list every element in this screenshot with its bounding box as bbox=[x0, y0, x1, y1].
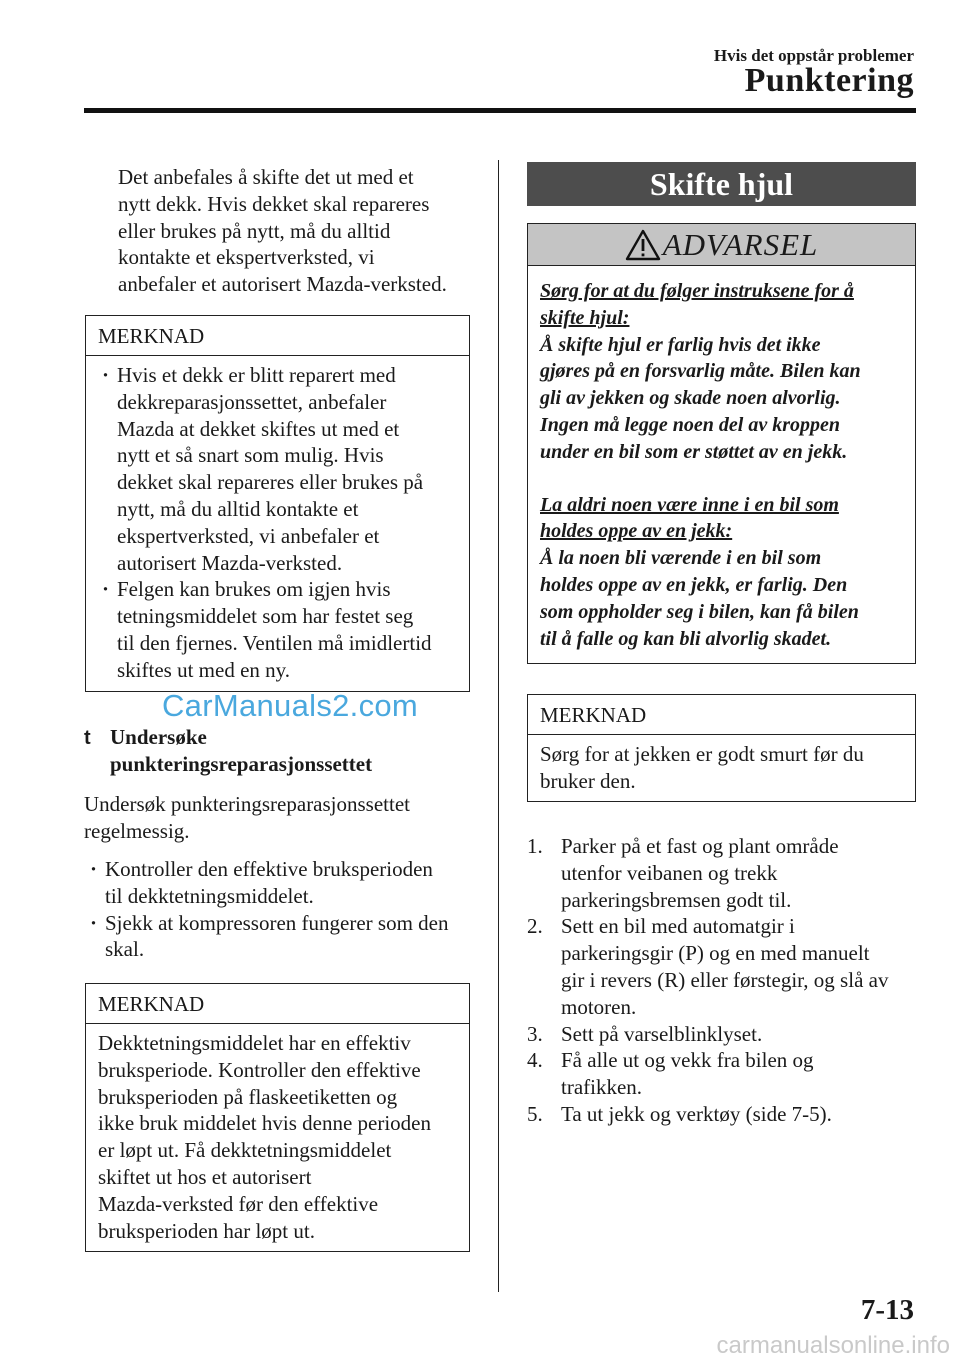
watermark-logo: CarManuals2.com bbox=[162, 688, 419, 723]
list-item: 1. Parker på et fast og plant område utenfor veibanen og trekk parkeringsbremsen godt til. bbox=[527, 834, 839, 912]
section-bullets bbox=[86, 856, 486, 963]
intro-paragraph: Det anbefales å skifte det ut med et nytt dekk. Hvis dekket skal repareres eller brukes på nytt, må du alltid kontakte et ekspertverksted, vi anbefaler et autorisert Mazda-verksted. bbox=[118, 165, 447, 297]
warning-triangle-icon bbox=[625, 229, 661, 261]
list-item: 4. Få alle ut og vekk fra bilen og trafikken. bbox=[527, 1048, 814, 1100]
list-item: · Kontroller den effektive bruksperioden til dekktetningsmiddelet. bbox=[86, 856, 486, 910]
warning-subheading: La aldri noen være inne i en bil som holdes oppe av en jekk: bbox=[540, 493, 839, 543]
section-heading: Undersøke punkteringsreparasjonssettet bbox=[110, 725, 373, 776]
page-number: 7-13 bbox=[860, 1294, 914, 1326]
warning-box: ADVARSEL Sørg for at du følger instruksene for å skifte hjul: Å skifte hjul er farlig hvis det ikke gjøres på en forsvarlig måte. Bilen kan gli av jekken og skade noen alvorlig. Ingen må legge noen del av kroppen under en bil som er støttet av en jekk. La aldri noen være inne i en bil som holdes oppe av en jekk: Å la noen bli værende i en bil som holdes oppe av en jekk, er farlig. Den som oppholder seg i bilen, kan få bilen til å falle og kan bli alvorlig skadet. bbox=[527, 223, 916, 664]
note-box-repair bbox=[85, 315, 470, 692]
list-item: 3. Sett på varselblinklyset. bbox=[527, 1021, 763, 1046]
note-box-sealant: MERKNAD Dekktetningsmiddelet har en effektiv bruksperiode. Kontroller den effektive bruksperioden på flaskeetiketten og ikke bruk middelet hvis denne perioden er løpt ut. Få dekktetningsmiddelet skiftet ut hos et autorisert Mazda-verksted før den effektive bruksperioden har løpt ut. bbox=[85, 983, 470, 1252]
warning-title: ADVARSEL bbox=[662, 226, 819, 262]
section-banner: Skifte hjul bbox=[527, 162, 916, 206]
note-bullet: · Felgen kan brukes om igjen hvis tetningsmiddelet som har festet seg til den fjernes. Ventilen må imidlertid skiftes ut med en ny. bbox=[98, 576, 457, 683]
footer-watermark: carmanualsonline.info bbox=[716, 1332, 950, 1359]
warning-header bbox=[528, 224, 915, 266]
section-subtitle: Hvis det oppstår problemer bbox=[713, 46, 914, 65]
note-heading: MERKNAD bbox=[86, 984, 469, 1024]
note-heading: MERKNAD bbox=[528, 695, 915, 735]
list-item: · Sjekk at kompressoren fungerer som den skal. bbox=[86, 910, 486, 964]
list-item: 2. Sett en bil med automatgir i parkeringsgir (P) og en med manuelt gir i revers (R) eller førstegir, og slå av motoren. bbox=[527, 914, 889, 1019]
page-title: Punktering bbox=[744, 62, 914, 99]
column-divider bbox=[498, 160, 499, 1292]
steps-list bbox=[527, 833, 917, 1128]
note-box-jack: MERKNAD Sørg for at jekken er godt smurt før du bruker den. bbox=[527, 694, 916, 802]
note-heading: MERKNAD bbox=[86, 316, 469, 356]
note-bullet: · Hvis et dekk er blitt reparert med dekkreparasjonssettet, anbefaler Mazda at dekket skiftes ut med et nytt et så snart som mulig. Hvis dekket skal repareres eller brukes på nytt, må du alltid kontakte et ekspertverksted, vi anbefaler et autorisert Mazda-verksted. bbox=[98, 362, 457, 576]
section-marker: t bbox=[84, 727, 91, 749]
list-item: 5. Ta ut jekk og verktøy (side 7-5). bbox=[527, 1101, 832, 1126]
section-intro: Undersøk punkteringsreparasjonssettet regelmessig. bbox=[84, 792, 411, 843]
warning-subheading: Sørg for at du følger instruksene for å skifte hjul: bbox=[540, 280, 854, 329]
header-rule bbox=[84, 108, 916, 113]
